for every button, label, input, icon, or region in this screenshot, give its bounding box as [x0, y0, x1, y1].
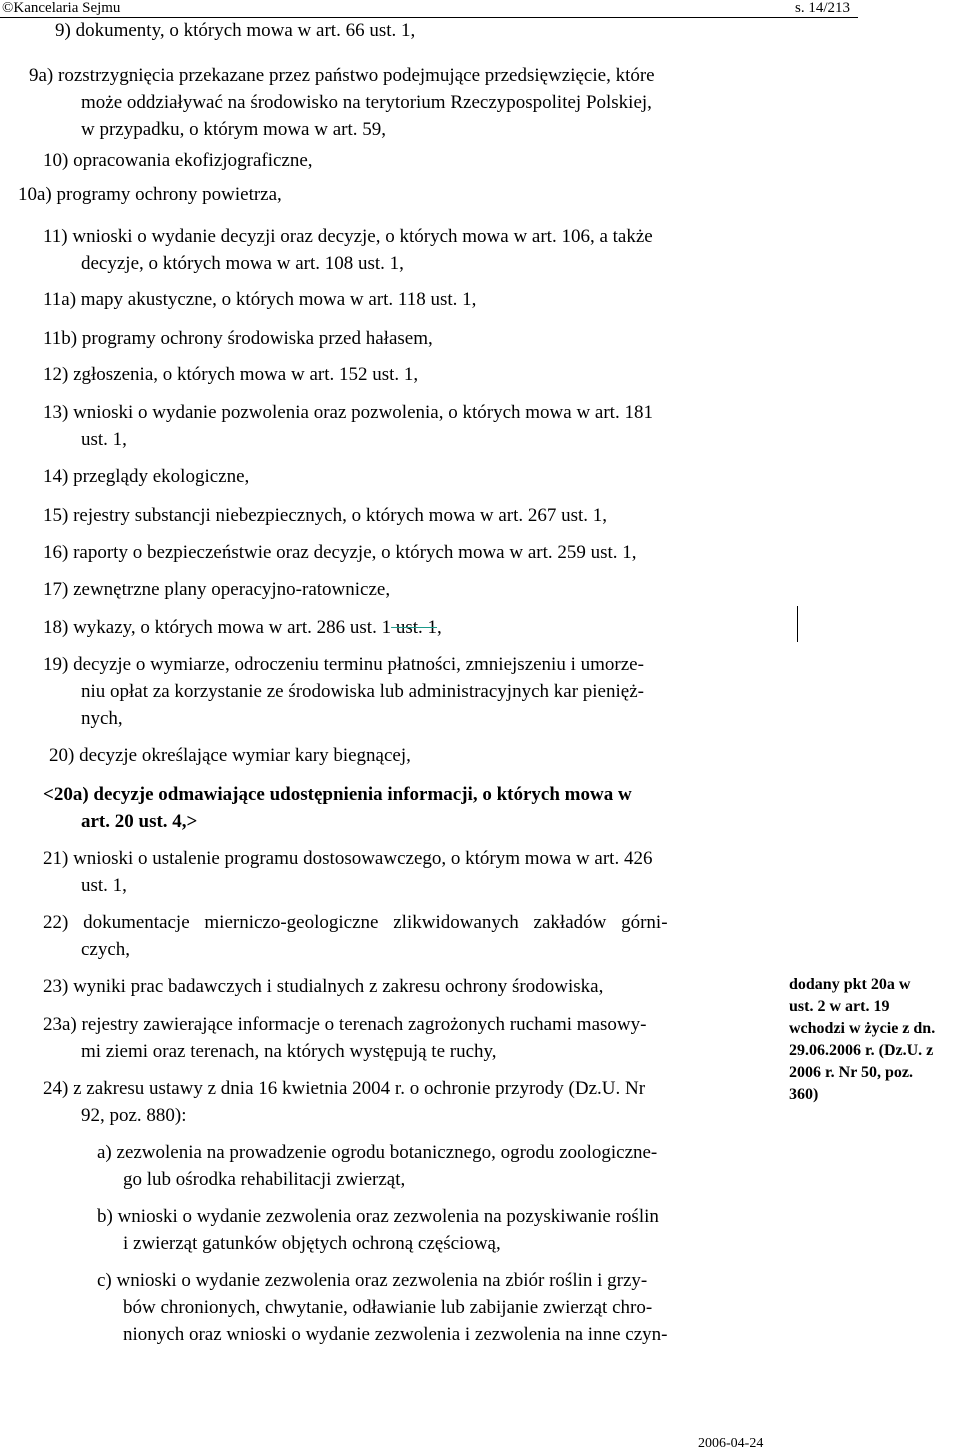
item-9a-line-1	[29, 62, 767, 89]
item-21-line-2: ust. 1,	[81, 875, 127, 896]
margin-note-line-6: 360)	[789, 1086, 819, 1103]
subitem-a-line-1: a) zezwolenia na prowadzenie ogrodu botanicznego, ogrodu zoologiczne-	[97, 1142, 658, 1163]
item-19-line-3: nych,	[81, 708, 123, 729]
item-9: 9) dokumenty, o których mowa w art. 66 ust. 1,	[55, 20, 416, 41]
subitem-c-line-3: nionych oraz wnioski o wydanie zezwolenia i zezwolenia na inne czyn-	[123, 1324, 668, 1345]
subitem-a-line-2: go lub ośrodka rehabilitacji zwierząt,	[123, 1169, 406, 1190]
item-24-line-1: 24) z zakresu ustawy z dnia 16 kwietnia 2004 r. o ochronie przyrody (Dz.U. Nr	[43, 1078, 646, 1099]
item-9a-number: 9a)	[29, 65, 54, 86]
item-13-line-2: ust. 1,	[81, 429, 127, 450]
item-23a-line-1: 23a) rejestry zawierające informacje o terenach zagrożonych ruchami masowy-	[43, 1014, 647, 1035]
item-23: 23) wyniki prac badawczych i studialnych z zakresu ochrony środowiska,	[43, 976, 604, 997]
subitem-c-line-1: c) wnioski o wydanie zezwolenia oraz zezwolenia na zbiór roślin i grzy-	[97, 1270, 648, 1291]
header-page-number: s. 14/213	[795, 0, 851, 16]
item-20a-line-2: art. 20 ust. 4,>	[81, 811, 198, 832]
item-21-line-1: 21) wnioski o ustalenie programu dostosowawczego, o którym mowa w art. 426	[43, 848, 653, 869]
item-22-line-1: 22) dokumentacje mierniczo-geologiczne zlikwidowanych zakładów górni-	[43, 912, 668, 933]
item-9a-text-1: rozstrzygnięcia przekazane przez państwo podejmujące przedsięwzięcie, które	[58, 65, 655, 86]
subitem-b-line-2: i zwierząt gatunków objętych ochroną częściową,	[123, 1233, 501, 1254]
margin-note	[789, 974, 960, 1106]
item-11-line-2: decyzje, o których mowa w art. 108 ust. 1,	[81, 253, 404, 274]
subitem-c-line-2: bów chronionych, chwytanie, odławianie lub zabijanie zwierząt chro-	[123, 1297, 653, 1318]
item-18	[43, 614, 781, 641]
item-17: 17) zewnętrzne plany operacyjno-ratownicze,	[43, 579, 391, 600]
margin-note-line-4: 29.06.2006 r. (Dz.U. z	[789, 1042, 934, 1059]
item-23a-line-2: mi ziemi oraz terenach, na których występują te ruchy,	[81, 1041, 497, 1062]
item-11a: 11a) mapy akustyczne, o których mowa w art. 118 ust. 1,	[43, 289, 477, 310]
item-13-line-1: 13) wnioski o wydanie pozwolenia oraz pozwolenia, o których mowa w art. 181	[43, 402, 653, 423]
item-19-line-2: niu opłat za korzystanie ze środowiska lub administracyjnych kar pienięż-	[81, 681, 644, 702]
item-19-line-1: 19) decyzje o wymiarze, odroczeniu terminu płatności, zmniejszeniu i umorze-	[43, 654, 644, 675]
margin-note-line-3: wchodzi w życie z dn.	[789, 1020, 936, 1037]
item-14: 14) przeglądy ekologiczne,	[43, 466, 250, 487]
item-10a: 10a) programy ochrony powietrza,	[18, 184, 282, 205]
margin-note-line-2: ust. 2 w art. 19	[789, 998, 890, 1015]
item-18-text: 18) wykazy, o których mowa w art. 286 ust. 1	[43, 617, 392, 638]
item-9a-line-2: może oddziaływać na środowisko na terytorium Rzeczypospolitej Polskiej,	[81, 92, 652, 113]
header-publisher: ©Kancelaria Sejmu	[2, 0, 121, 16]
subitem-b-line-1: b) wnioski o wydanie zezwolenia oraz zezwolenia na pozyskiwanie roślin	[97, 1206, 659, 1227]
item-22-line-2: czych,	[81, 939, 131, 960]
change-margin-bar	[797, 606, 798, 642]
margin-note-line-1: dodany pkt 20a w	[789, 976, 911, 993]
item-12: 12) zgłoszenia, o których mowa w art. 152 ust. 1,	[43, 364, 419, 385]
item-11b: 11b) programy ochrony środowiska przed hałasem,	[43, 328, 433, 349]
footer-date: 2006-04-24	[698, 1436, 764, 1451]
item-20: 20) decyzje określające wymiar kary biegnącej,	[49, 745, 411, 766]
item-16: 16) raporty o bezpieczeństwie oraz decyzje, o których mowa w art. 259 ust. 1,	[43, 542, 637, 563]
margin-note-line-5: 2006 r. Nr 50, poz.	[789, 1064, 913, 1081]
item-15: 15) rejestry substancji niebezpiecznych, o których mowa w art. 267 ust. 1,	[43, 505, 608, 526]
item-9a-line-3: w przypadku, o którym mowa w art. 59,	[81, 119, 386, 140]
item-18-deleted-text: ust. 1	[391, 617, 438, 638]
item-11-line-1: 11) wnioski o wydanie decyzji oraz decyzje, o których mowa w art. 106, a także	[43, 226, 653, 247]
item-20a-line-1: <20a) decyzje odmawiające udostępnienia informacji, o których mowa w	[43, 784, 632, 805]
item-18-comma: ,	[437, 617, 442, 638]
item-10: 10) opracowania ekofizjograficzne,	[43, 150, 313, 171]
item-24-line-2: 92, poz. 880):	[81, 1105, 187, 1126]
